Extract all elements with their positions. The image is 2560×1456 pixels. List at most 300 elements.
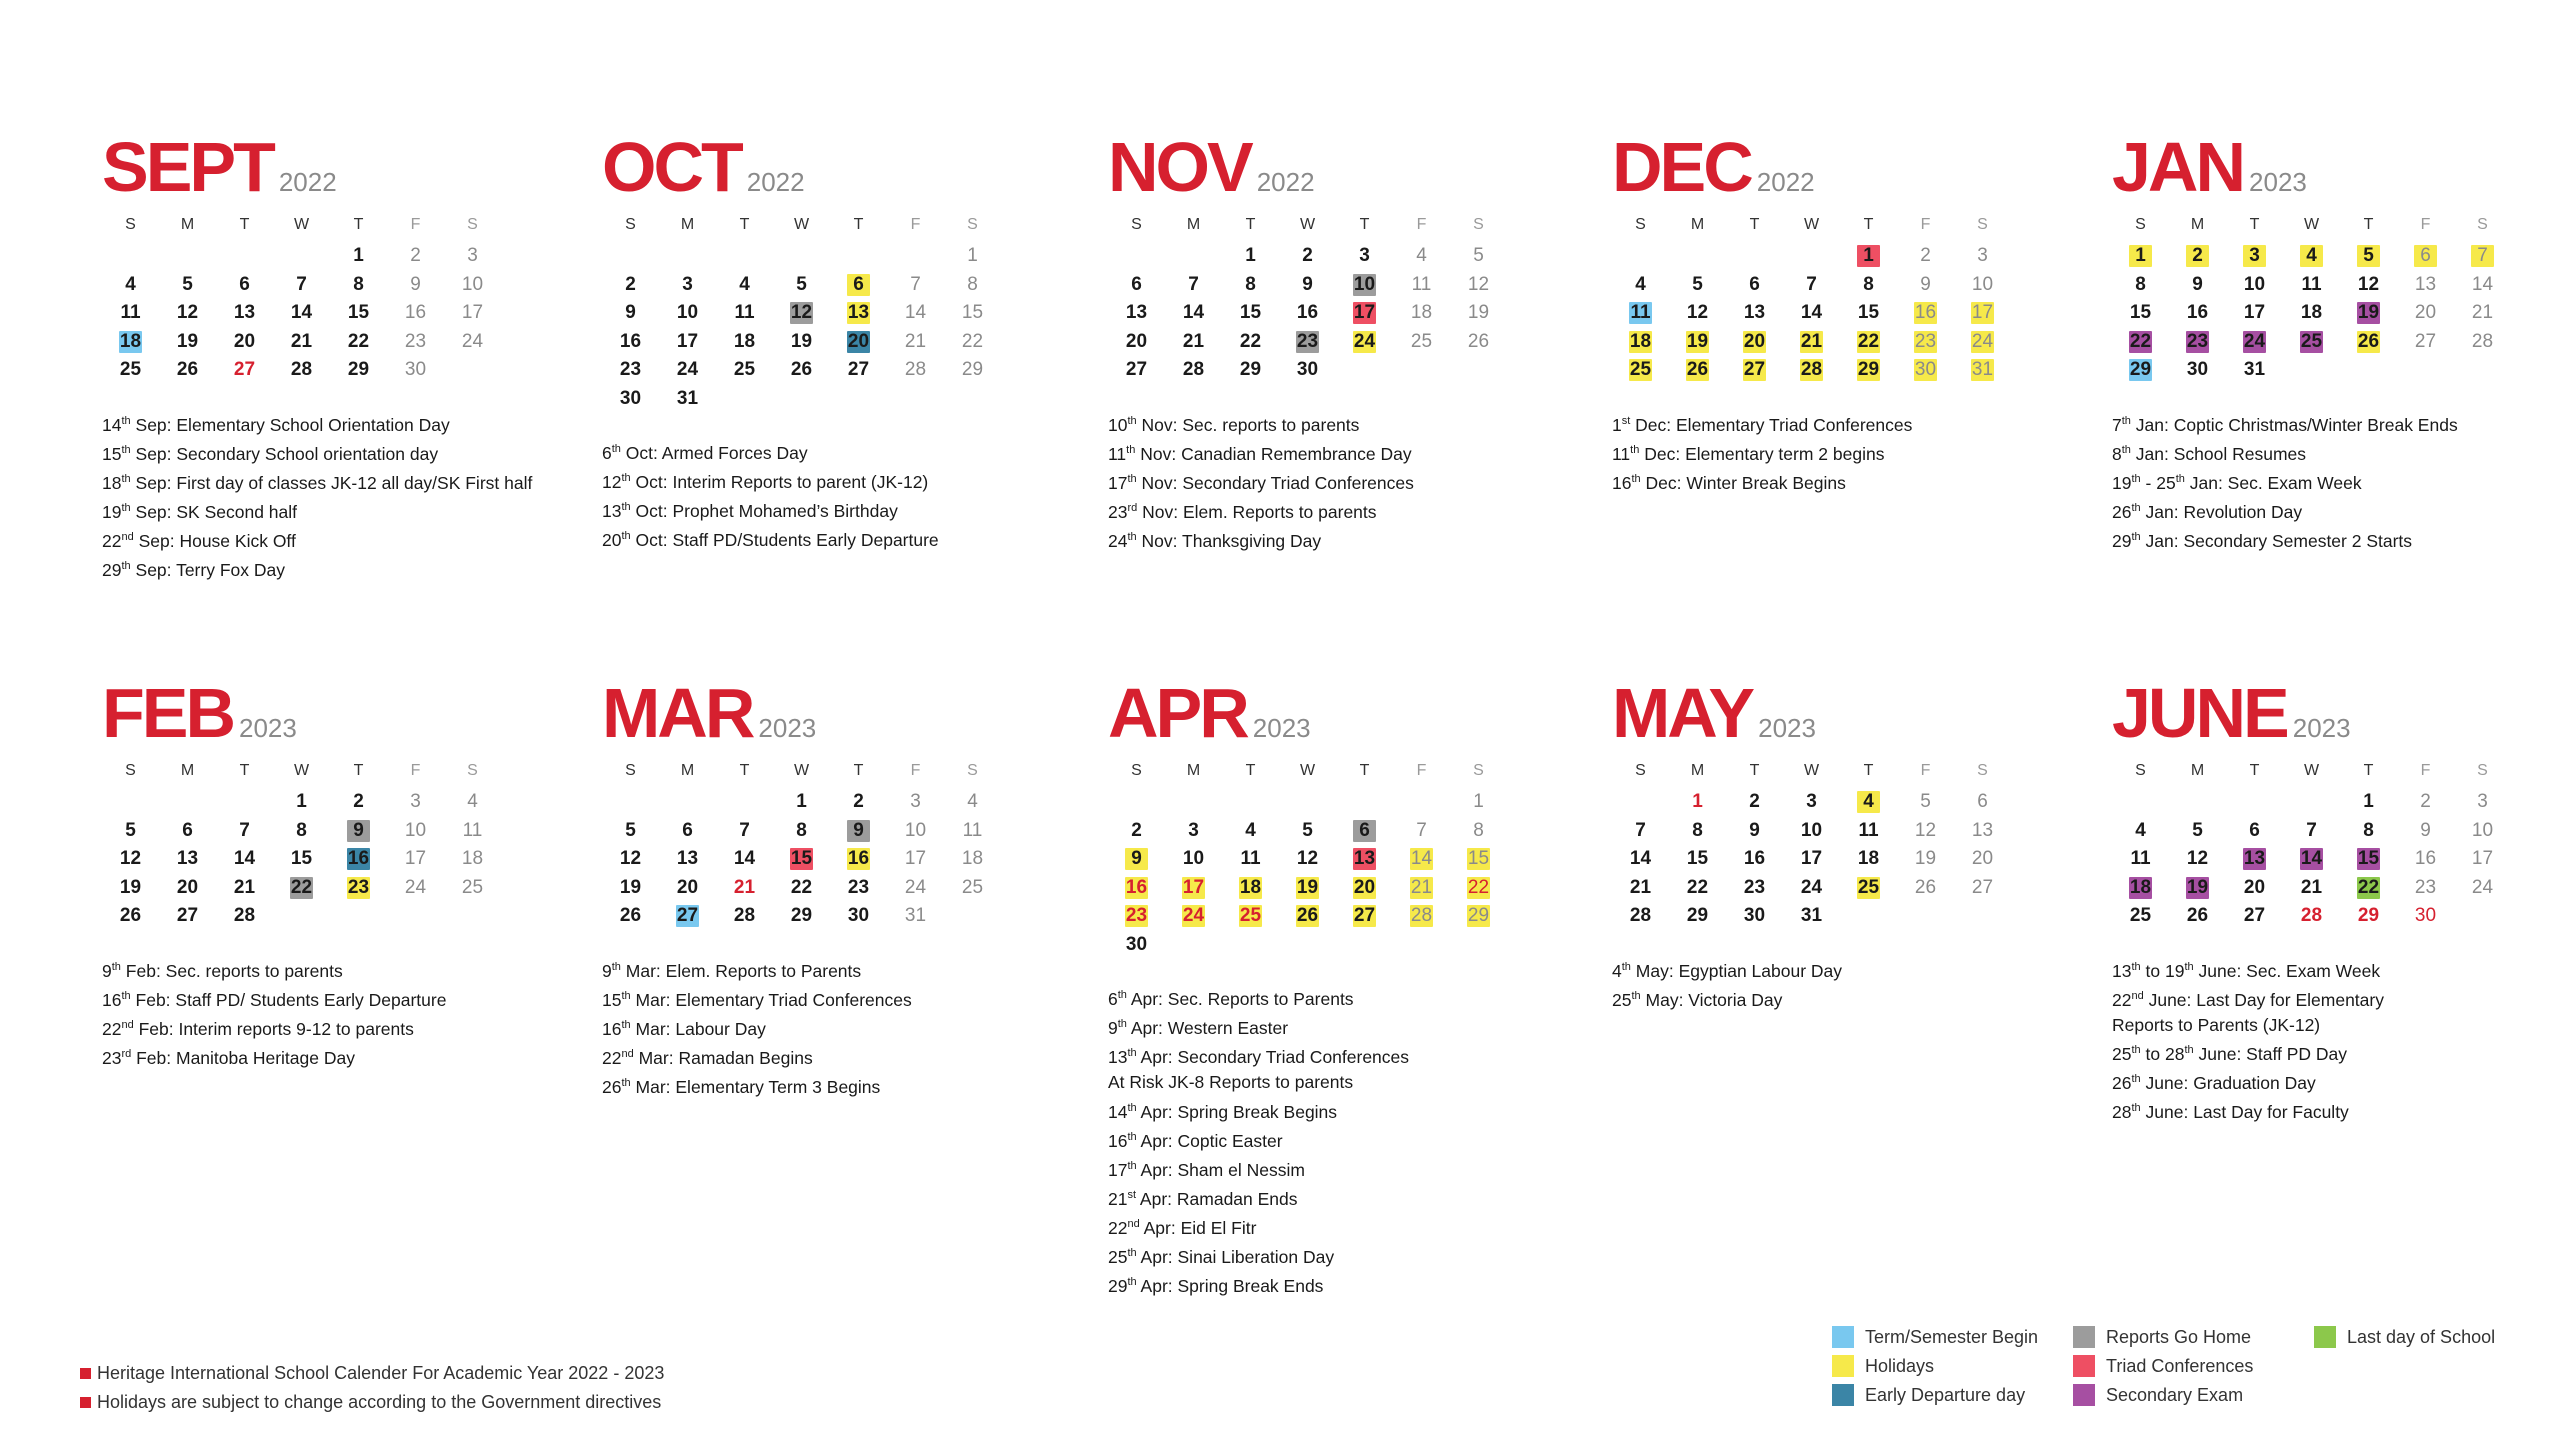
event-text: th bbox=[611, 960, 621, 973]
event-item bbox=[1108, 467, 1588, 496]
day-cell bbox=[716, 820, 773, 842]
day-number: 17 bbox=[1800, 848, 1823, 870]
day-cell bbox=[2340, 820, 2397, 842]
day-number: 31 bbox=[904, 905, 927, 927]
day-number: 27 bbox=[233, 359, 256, 381]
day-cell bbox=[773, 877, 830, 899]
event-text: Apr: Spring Break Begins bbox=[1136, 1101, 1338, 1122]
event-text: 17 bbox=[1108, 1159, 1128, 1180]
day-number: 17 bbox=[2243, 302, 2266, 324]
day-cell bbox=[216, 274, 273, 296]
event-text: to 28 bbox=[2140, 1043, 2185, 1064]
day-cell bbox=[1612, 274, 1669, 296]
weekday-label: T bbox=[2363, 216, 2374, 233]
day-number: 20 bbox=[676, 876, 699, 898]
event-text: nd bbox=[621, 1047, 634, 1060]
day-cell bbox=[1726, 877, 1783, 899]
day-cell bbox=[944, 302, 1001, 324]
day-number: 3 bbox=[1359, 245, 1370, 267]
day-cell bbox=[944, 877, 1001, 899]
day-cell bbox=[330, 359, 387, 381]
weekday-label: S bbox=[2477, 762, 2488, 779]
day-number: 12 bbox=[1914, 819, 1937, 841]
event-text: Reports to Parents (JK-12) bbox=[2112, 1014, 2321, 1035]
day-number: 26 bbox=[1914, 876, 1937, 898]
day-cell bbox=[444, 791, 501, 813]
day-number: 6 bbox=[2414, 245, 2437, 267]
day-cell bbox=[1783, 848, 1840, 870]
event-text: May: Egyptian Labour Day bbox=[1630, 960, 1843, 981]
day-cell bbox=[102, 274, 159, 296]
event-text: 6 bbox=[1108, 988, 1118, 1009]
event-item bbox=[602, 437, 1082, 466]
day-number: 11 bbox=[2130, 848, 2151, 870]
day-number: 2 bbox=[410, 245, 421, 267]
month-year: 2022 bbox=[1756, 167, 1815, 197]
day-number: 7 bbox=[1806, 273, 1817, 295]
day-cell bbox=[1450, 791, 1507, 813]
day-cell bbox=[2397, 245, 2454, 267]
weekday-label: T bbox=[1749, 762, 1760, 779]
day-number: 14 bbox=[290, 302, 313, 324]
weekday-label: T bbox=[739, 762, 750, 779]
event-item bbox=[2112, 984, 2560, 1013]
day-number: 13 bbox=[1353, 848, 1376, 870]
weekday-header bbox=[2112, 754, 2560, 788]
legend-term bbox=[1832, 1326, 2038, 1348]
day-number: 18 bbox=[2300, 302, 2323, 324]
day-number: 9 bbox=[2192, 273, 2203, 295]
day-cell bbox=[830, 877, 887, 899]
day-cell bbox=[830, 302, 887, 324]
day-number: 19 bbox=[2186, 876, 2209, 898]
day-number: 9 bbox=[625, 302, 636, 324]
day-cell bbox=[944, 245, 1001, 267]
day-cell bbox=[716, 905, 773, 927]
event-text: 19 bbox=[102, 501, 122, 522]
week-row bbox=[1612, 299, 2092, 328]
day-cell bbox=[1726, 302, 1783, 324]
day-number: 28 bbox=[2471, 330, 2494, 352]
day-number: 9 bbox=[1920, 273, 1931, 295]
day-cell bbox=[1954, 848, 2011, 870]
event-item bbox=[102, 554, 582, 583]
day-number: 5 bbox=[182, 273, 193, 295]
event-text: rd bbox=[1127, 501, 1138, 514]
day-number: 5 bbox=[1473, 245, 1484, 267]
day-cell bbox=[1954, 791, 2011, 813]
events-list bbox=[102, 955, 582, 1072]
day-cell bbox=[2454, 302, 2511, 324]
event-item bbox=[1108, 983, 1588, 1012]
day-number: 24 bbox=[1182, 905, 1205, 927]
day-cell bbox=[2340, 274, 2397, 296]
event-item bbox=[1108, 1212, 1588, 1241]
week-row bbox=[2112, 328, 2560, 357]
month-sept bbox=[102, 128, 582, 583]
note-text: Holidays are subject to change according to the Government directives bbox=[97, 1392, 662, 1412]
day-number: 12 bbox=[790, 302, 813, 324]
day-number: 4 bbox=[739, 273, 750, 295]
day-cell bbox=[1393, 302, 1450, 324]
legend-triad bbox=[2073, 1355, 2253, 1377]
swatch-icon bbox=[1832, 1384, 1854, 1406]
event-text: 8 bbox=[2112, 443, 2122, 464]
day-number: 25 bbox=[2129, 905, 2152, 927]
day-cell bbox=[830, 274, 887, 296]
day-cell bbox=[330, 877, 387, 899]
day-cell bbox=[1897, 302, 1954, 324]
event-text: Dec: Elementary Triad Conferences bbox=[1630, 414, 1913, 435]
event-item bbox=[102, 525, 582, 554]
day-number: 13 bbox=[233, 302, 256, 324]
day-cell bbox=[159, 359, 216, 381]
event-text: 9 bbox=[602, 960, 612, 981]
day-number: 10 bbox=[2471, 819, 2494, 841]
day-number: 7 bbox=[739, 819, 750, 841]
events-list bbox=[602, 437, 1082, 554]
event-item bbox=[102, 409, 582, 438]
day-cell bbox=[1897, 877, 1954, 899]
bullet-icon bbox=[80, 1368, 91, 1379]
day-number: 29 bbox=[347, 359, 370, 381]
day-number: 15 bbox=[1239, 302, 1262, 324]
day-number: 30 bbox=[619, 387, 642, 409]
event-text: 22 bbox=[102, 1018, 122, 1039]
day-cell bbox=[2397, 274, 2454, 296]
day-cell bbox=[887, 820, 944, 842]
weekday-label: S bbox=[1131, 762, 1142, 779]
day-number: 10 bbox=[2243, 273, 2266, 295]
legend-label: Term/Semester Begin bbox=[1865, 1326, 2039, 1347]
day-cell bbox=[716, 877, 773, 899]
day-number: 22 bbox=[1239, 330, 1262, 352]
event-text: Apr: Western Easter bbox=[1126, 1017, 1289, 1038]
day-number: 7 bbox=[1635, 819, 1646, 841]
week-row bbox=[102, 902, 582, 931]
day-cell bbox=[2169, 274, 2226, 296]
day-number: 8 bbox=[296, 819, 307, 841]
event-text: rd bbox=[121, 1047, 132, 1060]
day-number: 8 bbox=[353, 273, 364, 295]
weekday-label: M bbox=[680, 762, 695, 779]
day-cell bbox=[1897, 331, 1954, 353]
weekday-header bbox=[1612, 208, 2092, 242]
day-number: 7 bbox=[296, 273, 307, 295]
week-row bbox=[1612, 874, 2092, 903]
event-item bbox=[1108, 1183, 1588, 1212]
legend-label: Holidays bbox=[1865, 1355, 1935, 1376]
day-number: 26 bbox=[619, 905, 642, 927]
day-cell bbox=[1279, 905, 1336, 927]
event-text: Nov: Secondary Triad Conferences bbox=[1136, 472, 1414, 493]
day-number: 2 bbox=[353, 791, 364, 813]
day-cell bbox=[2454, 274, 2511, 296]
day-number: 21 bbox=[904, 330, 927, 352]
day-number: 26 bbox=[2357, 330, 2380, 352]
day-cell bbox=[1669, 274, 1726, 296]
event-text: 15 bbox=[602, 989, 622, 1010]
day-cell bbox=[387, 331, 444, 353]
day-number: 24 bbox=[404, 876, 427, 898]
day-number: 8 bbox=[2363, 819, 2374, 841]
event-item bbox=[102, 1013, 582, 1042]
day-number: 2 bbox=[1302, 245, 1313, 267]
day-cell bbox=[1393, 274, 1450, 296]
month-year: 2023 bbox=[239, 713, 297, 743]
day-number: 24 bbox=[1971, 330, 1994, 352]
day-cell bbox=[2226, 274, 2283, 296]
week-row bbox=[2112, 356, 2560, 385]
day-cell bbox=[1450, 877, 1507, 899]
day-cell bbox=[1726, 274, 1783, 296]
day-number: 25 bbox=[119, 359, 142, 381]
weekday-label: F bbox=[1920, 762, 1931, 779]
weekday-label: M bbox=[1186, 762, 1201, 779]
day-cell bbox=[1393, 848, 1450, 870]
day-number: 22 bbox=[961, 330, 984, 352]
weekday-label: M bbox=[180, 216, 195, 233]
day-number: 26 bbox=[2186, 905, 2209, 927]
day-cell bbox=[273, 274, 330, 296]
day-cell bbox=[2454, 791, 2511, 813]
day-number: 22 bbox=[290, 876, 313, 898]
day-number: 20 bbox=[1971, 848, 1994, 870]
day-number: 27 bbox=[1125, 359, 1148, 381]
day-cell bbox=[273, 359, 330, 381]
month-year: 2023 bbox=[758, 713, 817, 743]
day-number: 2 bbox=[2186, 245, 2209, 267]
day-cell bbox=[1840, 245, 1897, 267]
day-number: 25 bbox=[1239, 905, 1262, 927]
day-number: 23 bbox=[1296, 330, 1319, 352]
day-number: 19 bbox=[790, 330, 813, 352]
day-number: 14 bbox=[733, 848, 756, 870]
event-text: 12 bbox=[602, 471, 622, 492]
day-number: 15 bbox=[961, 302, 984, 324]
day-number: 13 bbox=[1743, 302, 1766, 324]
day-number: 17 bbox=[1971, 302, 1994, 324]
day-cell bbox=[444, 245, 501, 267]
weekday-label: F bbox=[1416, 762, 1427, 779]
week-row bbox=[102, 271, 582, 300]
event-item bbox=[102, 496, 582, 525]
day-number: 8 bbox=[1692, 819, 1703, 841]
event-text: June: Sec. Exam Week bbox=[2193, 960, 2381, 981]
day-number: 2 bbox=[1131, 819, 1142, 841]
event-text: th bbox=[621, 530, 631, 543]
events-list bbox=[102, 409, 582, 584]
day-number: 1 bbox=[353, 245, 364, 267]
day-cell bbox=[602, 331, 659, 353]
day-number: 26 bbox=[1296, 905, 1319, 927]
day-number: 26 bbox=[1467, 330, 1490, 352]
day-number: 5 bbox=[125, 819, 136, 841]
day-cell bbox=[1336, 331, 1393, 353]
day-cell bbox=[1336, 274, 1393, 296]
weekday-label: S bbox=[125, 762, 136, 779]
day-cell bbox=[1897, 848, 1954, 870]
day-cell bbox=[1450, 820, 1507, 842]
day-number: 29 bbox=[1686, 905, 1709, 927]
day-cell bbox=[1840, 302, 1897, 324]
day-number: 23 bbox=[1914, 330, 1937, 352]
week-row bbox=[2112, 817, 2560, 846]
day-number: 14 bbox=[2300, 848, 2323, 870]
weekday-label: S bbox=[125, 216, 136, 233]
day-number: 13 bbox=[676, 848, 699, 870]
event-text: 16 bbox=[1108, 1130, 1128, 1151]
month-name: SEPT bbox=[102, 128, 273, 206]
event-item bbox=[2112, 525, 2560, 554]
day-cell bbox=[2112, 331, 2169, 353]
day-cell bbox=[1279, 848, 1336, 870]
month-name: APR bbox=[1108, 674, 1247, 752]
day-cell bbox=[1954, 274, 2011, 296]
day-cell bbox=[1165, 274, 1222, 296]
day-number: 13 bbox=[2414, 273, 2437, 295]
day-number: 12 bbox=[2357, 273, 2380, 295]
day-cell bbox=[1783, 359, 1840, 381]
event-item bbox=[1108, 496, 1588, 525]
day-number: 27 bbox=[1353, 905, 1376, 927]
event-text: Jan: Coptic Christmas/Winter Break Ends bbox=[2130, 414, 2458, 435]
weekday-label: T bbox=[353, 762, 364, 779]
legend-secexam bbox=[2073, 1384, 2243, 1406]
day-cell bbox=[1108, 905, 1165, 927]
day-number: 7 bbox=[2306, 819, 2317, 841]
day-cell bbox=[2169, 905, 2226, 927]
weekday-label: T bbox=[2249, 762, 2260, 779]
week-row bbox=[1108, 242, 1588, 271]
day-cell bbox=[887, 905, 944, 927]
event-text: Nov: Sec. reports to parents bbox=[1136, 414, 1360, 435]
day-number: 26 bbox=[176, 359, 199, 381]
event-text: Sep: Secondary School orientation day bbox=[130, 443, 439, 464]
event-text: June: Graduation Day bbox=[2140, 1073, 2316, 1093]
day-number: 17 bbox=[461, 302, 484, 324]
event-text: th bbox=[1127, 1159, 1137, 1172]
day-number: 27 bbox=[676, 905, 699, 927]
weekday-label: F bbox=[910, 216, 921, 233]
day-number: 18 bbox=[1629, 330, 1652, 352]
week-row bbox=[1108, 328, 1588, 357]
weekday-header bbox=[1612, 754, 2092, 788]
day-cell bbox=[1222, 274, 1279, 296]
day-cell bbox=[1954, 331, 2011, 353]
week-row bbox=[602, 902, 1082, 931]
day-number: 13 bbox=[847, 302, 870, 324]
month-year: 2022 bbox=[278, 167, 337, 197]
event-text: 11 bbox=[1108, 443, 1127, 464]
week-row bbox=[1612, 817, 2092, 846]
day-cell bbox=[944, 359, 1001, 381]
day-cell bbox=[330, 331, 387, 353]
day-cell bbox=[387, 820, 444, 842]
day-cell bbox=[1783, 877, 1840, 899]
weekday-label: T bbox=[1245, 216, 1256, 233]
event-item bbox=[1612, 467, 2092, 496]
event-text: th bbox=[1630, 443, 1640, 456]
day-cell bbox=[444, 820, 501, 842]
day-number: 4 bbox=[1635, 273, 1646, 295]
legend-early bbox=[1832, 1384, 2025, 1406]
day-cell bbox=[1222, 905, 1279, 927]
day-cell bbox=[1108, 820, 1165, 842]
week-row bbox=[602, 817, 1082, 846]
day-number: 17 bbox=[2471, 848, 2494, 870]
day-number: 18 bbox=[1410, 302, 1433, 324]
month-oct bbox=[602, 128, 1082, 554]
month-header bbox=[602, 128, 1082, 208]
day-number: 1 bbox=[1473, 791, 1484, 813]
day-number: 25 bbox=[1629, 359, 1652, 381]
legend-label: Last day of School bbox=[2347, 1326, 2496, 1347]
event-item bbox=[102, 1042, 582, 1071]
day-number: 11 bbox=[1858, 819, 1879, 841]
day-cell bbox=[216, 820, 273, 842]
day-cell bbox=[773, 274, 830, 296]
day-number: 3 bbox=[410, 791, 421, 813]
day-cell bbox=[159, 302, 216, 324]
event-text: th bbox=[1117, 989, 1127, 1001]
week-row bbox=[1108, 931, 1588, 960]
day-number: 14 bbox=[1800, 302, 1823, 324]
week-row bbox=[2112, 299, 2560, 328]
weekday-label: M bbox=[2190, 216, 2205, 233]
event-text: 22 bbox=[602, 1047, 622, 1068]
day-cell bbox=[887, 331, 944, 353]
day-number: 15 bbox=[1857, 302, 1880, 324]
week-row bbox=[2112, 788, 2560, 817]
week-row bbox=[102, 874, 582, 903]
day-cell bbox=[2226, 302, 2283, 324]
weekday-label: T bbox=[853, 762, 864, 779]
day-cell bbox=[1897, 274, 1954, 296]
week-row bbox=[602, 385, 1082, 414]
day-number: 8 bbox=[967, 273, 978, 295]
day-cell bbox=[2454, 820, 2511, 842]
day-number: 1 bbox=[2129, 245, 2152, 267]
event-text: th bbox=[2131, 1073, 2141, 1086]
swatch-icon bbox=[2314, 1326, 2336, 1348]
week-row bbox=[1108, 874, 1588, 903]
day-number: 24 bbox=[904, 876, 927, 898]
swatch-icon bbox=[2073, 1326, 2095, 1348]
day-cell bbox=[2169, 359, 2226, 381]
day-cell bbox=[659, 388, 716, 410]
event-text: th bbox=[121, 501, 131, 514]
week-row bbox=[2112, 845, 2560, 874]
day-cell bbox=[659, 274, 716, 296]
day-number: 7 bbox=[1416, 819, 1427, 841]
day-cell bbox=[1669, 359, 1726, 381]
month-header bbox=[2112, 128, 2560, 208]
month-header bbox=[1108, 674, 1588, 754]
event-text: nd bbox=[1127, 1218, 1140, 1231]
day-number: 1 bbox=[2363, 791, 2374, 813]
day-number: 20 bbox=[2414, 302, 2437, 324]
day-cell bbox=[2283, 245, 2340, 267]
day-number: 12 bbox=[1467, 273, 1490, 295]
event-text: 16 bbox=[102, 989, 122, 1010]
weekday-label: M bbox=[680, 216, 695, 233]
day-number: 1 bbox=[296, 791, 307, 813]
day-cell bbox=[1954, 245, 2011, 267]
event-text: Apr: Eid El Fitr bbox=[1139, 1218, 1257, 1238]
weekday-label: T bbox=[1863, 216, 1874, 233]
day-cell bbox=[102, 302, 159, 324]
